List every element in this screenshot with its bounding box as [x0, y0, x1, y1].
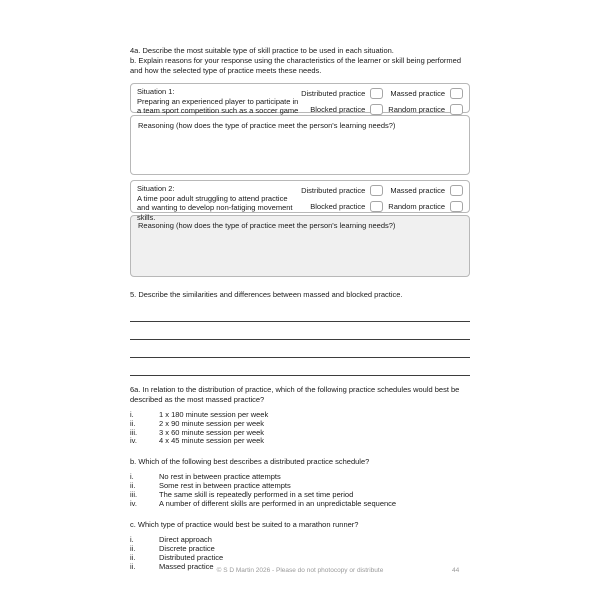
option-label: 2 x 90 minute session per week: [159, 418, 265, 428]
checkbox-s1-blocked[interactable]: [370, 104, 383, 115]
blocked-practice-label: Blocked practice: [310, 202, 366, 211]
situation-2-box: [130, 180, 470, 222]
question-5-text: 5. Describe the similarities and differences between massed and blocked practice.: [130, 290, 403, 299]
situation-1-title: Situation 1:: [137, 87, 175, 96]
situation-1-options: [301, 88, 463, 114]
question-6a-options: [130, 411, 470, 446]
option-numeral: ii.: [130, 552, 136, 562]
situation-2-reasoning-area[interactable]: [130, 215, 470, 277]
option-label: 4 x 45 minute session per week: [159, 436, 265, 446]
option-numeral: ii.: [130, 561, 136, 571]
option-numeral: ii.: [130, 544, 136, 554]
option-label: Discrete practice: [159, 544, 215, 554]
option-numeral: ii.: [130, 418, 136, 428]
question-6c-text: c. Which type of practice would best be suited to a marathon runner?: [130, 520, 359, 530]
question-5-answer-lines: [130, 304, 470, 376]
checkbox-s1-random[interactable]: [450, 104, 463, 115]
option-numeral: i.: [130, 535, 134, 545]
option-label: Some rest in between practice attempts: [159, 480, 291, 490]
answer-line[interactable]: [130, 358, 470, 376]
option-row: [130, 437, 470, 446]
checkbox-s2-massed[interactable]: [450, 185, 463, 196]
situation-1-reasoning-area[interactable]: [130, 115, 470, 175]
answer-line[interactable]: [130, 340, 470, 358]
option-label: The same skill is repeatedly performed in a set time period: [159, 489, 354, 499]
checkbox-s1-distributed[interactable]: [370, 88, 383, 99]
footer-copyright: © S D Martin 2026 - Please do not photocopy or distribute: [216, 567, 384, 574]
page-content: [130, 46, 470, 572]
checkbox-s2-distributed[interactable]: [370, 185, 383, 196]
checkbox-s2-random[interactable]: [450, 201, 463, 212]
question-4b-text: b. Explain reasons for your response using the characteristics of the learner or skill being performed and how the selected type of practice meets these needs.: [130, 56, 461, 75]
blocked-practice-label: Blocked practice: [310, 105, 366, 114]
situation-2-reasoning-label: Reasoning (how does the type of practice meet the person's learning needs?): [138, 221, 396, 230]
random-practice-label: Random practice: [388, 202, 445, 211]
checkbox-s2-blocked[interactable]: [370, 201, 383, 212]
situation-1-box: [130, 83, 470, 113]
situation-2-title: Situation 2:: [137, 184, 175, 193]
situation-1-reasoning-label: Reasoning (how does the type of practice meet the person's learning needs?): [138, 121, 396, 130]
option-numeral: iii.: [130, 427, 138, 437]
situation-1-text: [137, 87, 301, 115]
option-label: 3 x 60 minute session per week: [159, 427, 265, 437]
option-label: Massed practice: [159, 561, 214, 571]
option-numeral: i.: [130, 472, 134, 482]
situation-2-description: A time poor adult struggling to attend practice and wanting to develop non-fatiging movement skills.: [137, 193, 293, 222]
question-6b-options: [130, 473, 470, 508]
option-numeral: ii.: [130, 480, 136, 490]
situation-2-options: [301, 185, 463, 209]
answer-line[interactable]: [130, 304, 470, 322]
option-numeral: iv.: [130, 498, 137, 508]
option-numeral: iv.: [130, 436, 137, 446]
option-numeral: iii.: [130, 489, 138, 499]
checkbox-s1-massed[interactable]: [450, 88, 463, 99]
option-label: Direct approach: [159, 535, 212, 545]
massed-practice-label: Massed practice: [390, 186, 445, 195]
question-4-intro: [130, 46, 470, 76]
distributed-practice-label: Distributed practice: [301, 89, 366, 98]
distributed-practice-label: Distributed practice: [301, 186, 366, 195]
situation-2-text: [137, 184, 301, 222]
option-label: 1 x 180 minute session per week: [159, 410, 269, 419]
option-numeral: i.: [130, 410, 134, 419]
answer-line[interactable]: [130, 322, 470, 340]
random-practice-label: Random practice: [388, 105, 445, 114]
question-4a-text: 4a. Describe the most suitable type of skill practice to be used in each situation.: [130, 46, 394, 55]
question-6b-text: b. Which of the following best describes a distributed practice schedule?: [130, 457, 370, 467]
question-6a-text: 6a. In relation to the distribution of practice, which of the following practice schedules would best be described as the most massed practice?: [130, 385, 460, 404]
option-label: No rest in between practice attempts: [159, 472, 281, 482]
option-label: A number of different skills are performed in an unpredictable sequence: [159, 498, 397, 508]
option-row: [130, 500, 470, 509]
massed-practice-label: Massed practice: [390, 89, 445, 98]
situation-1-description: Preparing an experienced player to participate in a team sport competition such as a soccer game: [137, 96, 299, 115]
page-number: 44: [452, 567, 460, 574]
option-label: Distributed practice: [159, 552, 224, 562]
